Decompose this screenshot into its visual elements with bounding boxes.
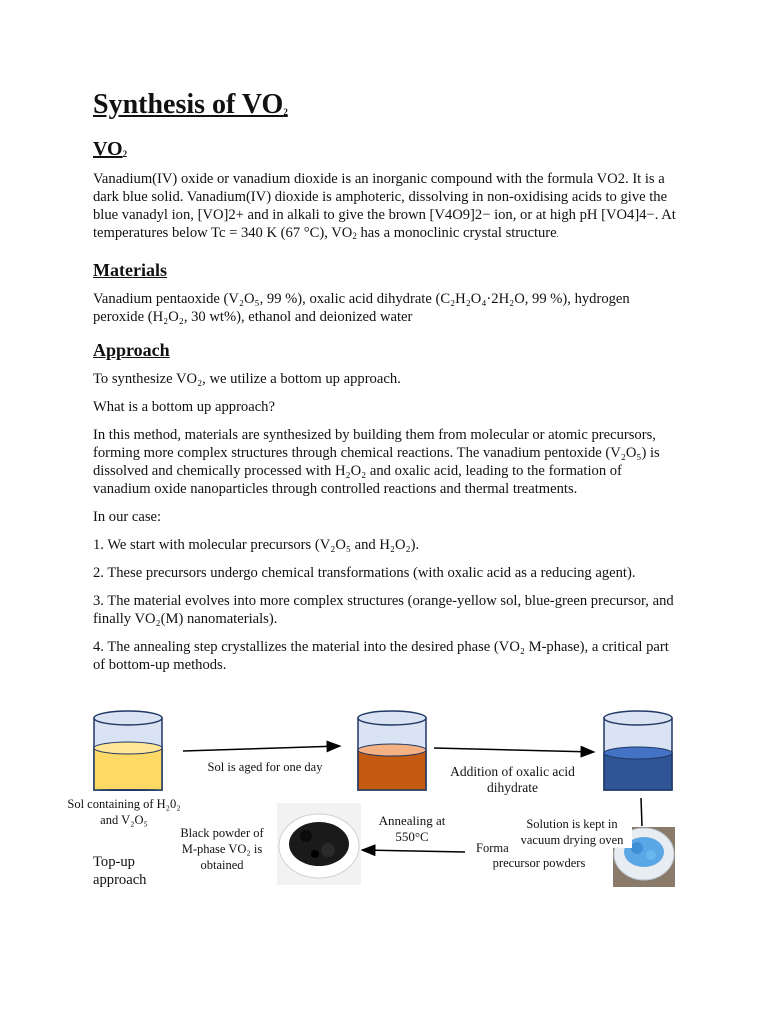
- approach-paragraph-4: In our case:: [93, 509, 162, 525]
- beaker-yellow-sol: [94, 711, 162, 791]
- label-precursor: precursor powders: [492, 856, 586, 870]
- arrow-oxalic: [434, 748, 594, 752]
- step-1: 1. We start with molecular precursors (V₂O₅ and H₂O₂).: [93, 537, 420, 553]
- approach-paragraph-1: To synthesize VO₂, we utilize a bottom up approach.: [93, 371, 401, 387]
- label-topup-approach: Top-up approach: [93, 854, 147, 888]
- beaker-blue-solution: [604, 711, 672, 790]
- label-oxalic: Addition of oxalic acid dihydrate: [450, 764, 575, 795]
- document-page: [93, 84, 678, 684]
- arrow-down: [641, 798, 642, 826]
- black-powder-image: [277, 803, 361, 885]
- step-4: 4. The annealing step crystallizes the material into the desired phase (VO₂ M-phase), a critical part of bottom-up methods.: [93, 639, 669, 673]
- vo2-paragraph: Vanadium(IV) oxide or vanadium dioxide is an inorganic compound with the formula VO2. It is a dark blue solid. Vanadium(IV) dioxide is amphoteric, dissolving in non-oxidising acids to give the blue vanadyl ion, [VO]2+ and in alkali to give the brown [V4O9]2− ion, or at high pH [VO4]4−. At temperatures below Tc = 340 K (67 °C), $VO_2$ has a monoclinic crystal structure.: [93, 171, 676, 241]
- materials-paragraph: Vanadium pentaoxide (V₂O₅, 99 %), oxalic acid dihydrate (C₂H₂O₄·2H₂O, 99 %), hydrogen peroxide (H₂O₂, 30 wt%), ethanol and deionized water: [93, 291, 630, 325]
- label-annealing: Annealing at 550°C: [378, 813, 446, 844]
- page-title: Synthesis of $VO_2$: [93, 89, 288, 120]
- beaker-orange-sol: [358, 711, 426, 790]
- label-formation: Forma: [476, 841, 509, 855]
- label-aged: Sol is aged for one day: [207, 760, 323, 774]
- arrow-annealing: [362, 850, 465, 852]
- materials-heading: Materials: [93, 260, 167, 280]
- label-black-powder: Black powder of M-phase VO₂ is obtained: [180, 826, 264, 872]
- step-3: 3. The material evolves into more complex structures (orange-yellow sol, blue-green precursor, and finally VO₂(M) nanomaterials).: [93, 593, 674, 627]
- approach-paragraph-3: In this method, materials are synthesized by building them from molecular or atomic precursors, forming more complex structures through chemical reactions. The vanadium pentoxide (V₂O₅) is dissolved and chemically processed with H₂O₂ and oxalic acid, leading to the formation of vanadium oxide nanoparticles through controlled reactions and thermal treatments.: [93, 427, 660, 497]
- label-sol: Sol containing of H₂0₂ and V₂O₅: [67, 797, 181, 827]
- vo2-heading: $VO_2$: [93, 138, 128, 160]
- approach-heading: Approach: [93, 340, 170, 360]
- label-vacuum: Solution is kept in vacuum drying oven: [512, 816, 632, 848]
- step-2: 2. These precursors undergo chemical transformations (with oxalic acid as a reducing agent).: [93, 565, 636, 581]
- approach-paragraph-2: What is a bottom up approach?: [93, 399, 275, 415]
- arrow-aging: [183, 746, 340, 751]
